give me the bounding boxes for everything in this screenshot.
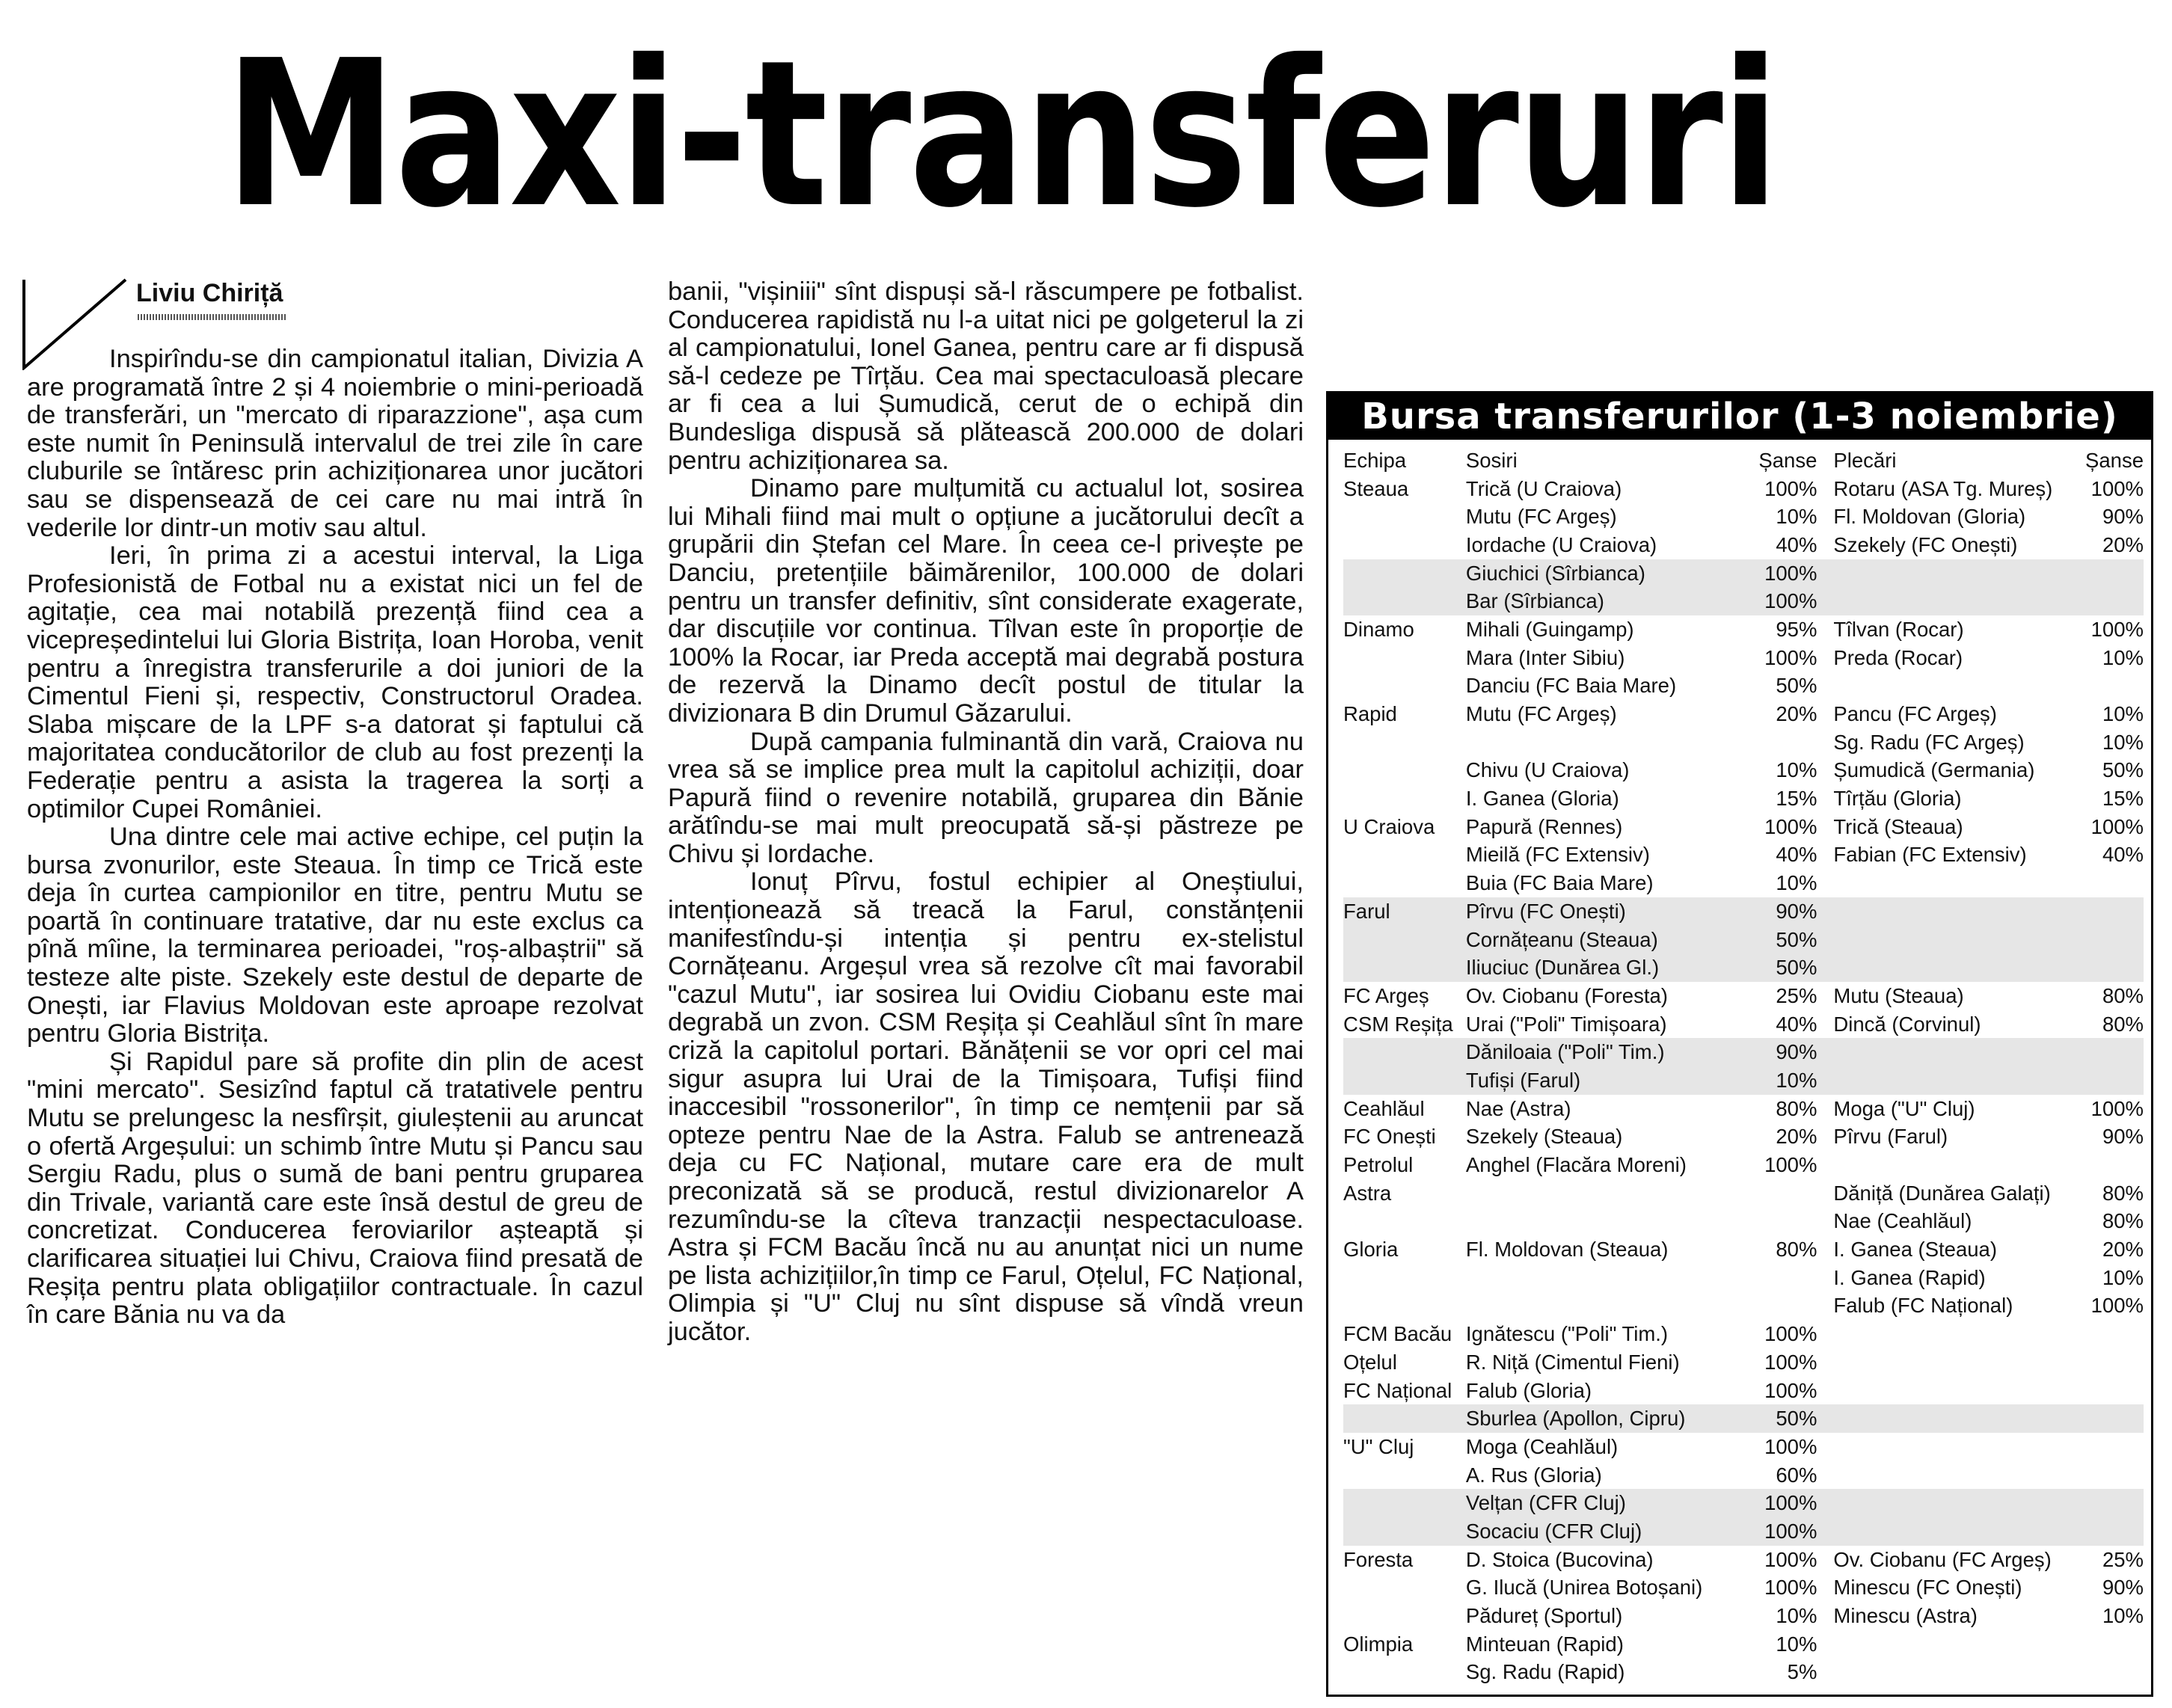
team-cell — [1343, 1292, 1466, 1321]
chance-in-cell — [1732, 1208, 1833, 1236]
paragraph: Și Rapidul pare să profite din plin de acest "mini mercato". Sesizînd faptul că tratativele pentru Mutu se prelungesc la nesfîrșit, giuleștenii au aruncat o ofertă Argeșului: un schimb între Mutu și Pancu sau Sergiu Radu, plus o sumă de bani pentru gruparea din Trivale, variantă care este însă destul de greu de concretizat. Conducerea feroviarilor așteaptă și clarificarea situației lui Chivu, Craiova fiind presată de Reșița pentru plata obligațiilor contractuale. În cazul în care Bănia nu va da — [27, 1047, 643, 1330]
chance-in-cell: 100% — [1732, 559, 1833, 588]
arrival-cell: A. Rus (Gloria) — [1465, 1463, 1602, 1487]
departure-cell: Tîlvan (Rocar) — [1833, 617, 1964, 641]
chance-out-cell — [2085, 1066, 2144, 1095]
table-row — [1343, 559, 2144, 588]
chance-out-cell — [2085, 672, 2144, 701]
table-row — [1343, 1208, 2144, 1236]
arrival-cell: G. Ilucă (Unirea Botoșani) — [1465, 1576, 1703, 1600]
departure-cell: Minescu (Astra) — [1833, 1604, 1978, 1628]
chance-in-cell: 95% — [1776, 617, 1817, 641]
departure-cell — [1833, 1151, 2085, 1179]
team-cell — [1343, 1264, 1466, 1292]
table-row — [1343, 1461, 2144, 1490]
chance-out-cell: 100% — [2090, 617, 2144, 641]
table-row — [1343, 615, 2144, 644]
departure-cell: Șumudică (Germania) — [1833, 758, 2035, 782]
table-row — [1343, 1320, 2144, 1348]
departure-cell: Trică (Steaua) — [1833, 814, 1963, 838]
departure-cell — [1833, 1320, 2085, 1348]
departure-cell — [1833, 1038, 2085, 1066]
table-row — [1343, 1151, 2144, 1179]
chance-out-cell: 40% — [2102, 843, 2144, 867]
chance-out-cell — [2085, 1659, 2144, 1687]
chance-in-cell: 5% — [1787, 1660, 1817, 1684]
departure-cell: Ov. Ciobanu (FC Argeș) — [1833, 1547, 2052, 1571]
departure-cell — [1833, 1630, 2085, 1659]
table-row — [1343, 503, 2144, 531]
chance-out-cell — [2085, 1404, 2144, 1433]
chance-out-cell: 10% — [2102, 702, 2144, 726]
departure-cell: Dăniță (Dunărea Galați) — [1833, 1181, 2051, 1205]
chance-out-cell — [2085, 953, 2144, 982]
chance-in-cell: 100% — [1764, 814, 1817, 838]
departure-cell: Pancu (FC Argeș) — [1833, 702, 1997, 726]
table-row — [1343, 1179, 2144, 1208]
chance-out-cell: 100% — [2090, 476, 2144, 500]
team-cell: Foresta — [1343, 1547, 1414, 1571]
paragraph: Inspirîndu-se din campionatul italian, Divizia A are programată între 2 și 4 noiembrie o mini-perioadă de transferări, un "mercato di riparazzione", așa cum este numit în Peninsulă intervalul de trei zile în care cluburile se întăresc prin achiziționarea unor jucători sau se dispensează de cei care nu mai intră în vederile lor dintr-un motiv sau altul. — [27, 345, 643, 542]
team-cell — [1343, 1602, 1466, 1630]
chance-in-cell: 100% — [1764, 476, 1817, 500]
arrival-cell: Sburlea (Apollon, Cipru) — [1466, 1404, 1732, 1433]
chance-out-cell: 100% — [2090, 1096, 2144, 1120]
team-cell: FCM Bacău — [1343, 1322, 1452, 1346]
table-row — [1343, 672, 2144, 701]
table-row — [1343, 1292, 2144, 1321]
arrival-cell: Dăniloaia ("Poli" Tim.) — [1466, 1038, 1732, 1066]
chance-out-cell — [2085, 926, 2144, 954]
team-cell: Petrolul — [1343, 1153, 1414, 1177]
chance-in-cell: 15% — [1776, 787, 1817, 811]
chance-out-cell: 90% — [2102, 1576, 2144, 1600]
arrival-cell: Cornățeanu (Steaua) — [1466, 926, 1732, 954]
arrival-cell: Falub (Gloria) — [1465, 1378, 1592, 1402]
team-cell — [1343, 728, 1466, 757]
departure-cell — [1833, 1066, 2085, 1095]
chance-in-cell: 100% — [1732, 1517, 1833, 1546]
arrival-cell: Pîrvu (FC Onești) — [1466, 897, 1732, 926]
arrival-cell: Velțan (CFR Cluj) — [1466, 1489, 1732, 1517]
departure-cell — [1833, 587, 2085, 615]
team-cell: "U" Cluj — [1343, 1434, 1414, 1458]
table-header-row — [1343, 446, 2144, 475]
arrival-cell: Socaciu (CFR Cluj) — [1466, 1517, 1732, 1546]
chance-in-cell: 50% — [1732, 926, 1833, 954]
team-cell: FC Onești — [1343, 1125, 1436, 1149]
chance-in-cell: 100% — [1764, 1576, 1817, 1600]
team-cell: FC Național — [1343, 1378, 1452, 1402]
chance-out-cell: 50% — [2102, 758, 2144, 782]
arrival-cell: Mara (Inter Sibiu) — [1465, 645, 1625, 669]
departure-cell: Nae (Ceahlăul) — [1833, 1209, 1972, 1233]
arrival-cell: R. Niță (Cimentul Fieni) — [1465, 1350, 1680, 1374]
chance-in-cell: 40% — [1776, 1012, 1817, 1036]
chance-out-cell — [2085, 1489, 2144, 1517]
table-row — [1343, 1404, 2144, 1433]
chance-out-cell: 100% — [2090, 814, 2144, 838]
table-row — [1343, 475, 2144, 503]
departure-cell: Rotaru (ASA Tg. Mureș) — [1833, 476, 2053, 500]
table-row — [1343, 1264, 2144, 1292]
departure-cell — [1833, 559, 2085, 588]
arrival-cell: Trică (U Craiova) — [1465, 476, 1622, 500]
arrival-cell: Nae (Astra) — [1465, 1096, 1571, 1120]
departure-cell: Fl. Moldovan (Gloria) — [1833, 505, 2026, 529]
arrival-cell: Ov. Ciobanu (Foresta) — [1465, 983, 1668, 1007]
table-row — [1343, 1066, 2144, 1095]
team-cell — [1343, 672, 1466, 701]
arrival-cell: Buia (FC Baia Mare) — [1465, 871, 1654, 895]
arrival-cell — [1466, 1292, 1732, 1321]
chance-in-cell: 100% — [1764, 1434, 1817, 1458]
chance-in-cell: 100% — [1764, 1547, 1817, 1571]
table-row — [1343, 1489, 2144, 1517]
paragraph: Ionuț Pîrvu, fostul echipier al Oneștiului, intenționează să treacă la Farul, constănțenii manifestîndu-și intenția și pentru ex-stelistul Cornățeanu. Argeșul vrea să rezolve cît mai favorabil "cazul Mutu", iar sosirea lui Ovidiu Ciobanu este mai degrabă un zvon. CSM Reșița și Ceahlăul sînt în mare criză la capitolul portari. Bănățenii se vor opri cel mai sigur asupra lui Urai de la Timișoara, Tufiși fiind inaccesibil "rossonerilor", în timp ce nemțenii par să opteze pentru Nae de la Astra. Falub se antrenează deja cu FC Național, mutare care era de mult preconizată să se producă, restul divizionarelor A rezumîndu-se la cîteva tranzacții nespectaculoase. Astra și FCM Bacău încă nu au anunțat nici un nume pe lista achizițiilor,în timp ce Farul, Oțelul, FC Național, Olimpia și "U" Cluj nu sînt dispuse să vîndă vreun jucător. — [668, 867, 1304, 1346]
table-row — [1343, 1630, 2144, 1659]
paragraph: Una dintre cele mai active echipe, cel puțin la bursa zvonurilor, este Steaua. În timp ce Trică este deja în curtea campionilor en titre, pentru Mutu se poartă în continuare tratative, dar nu este exclus ca pînă mîine, la terminarea perioadei, "roș-albaștrii" să testeze alte piste. Szekely este destul de departe de Onești, iar Flavius Moldovan este aproape rezolvat pentru Gloria Bistrița. — [27, 823, 643, 1048]
chance-out-cell — [2085, 559, 2144, 588]
chance-in-cell: 10% — [1732, 1066, 1833, 1095]
team-cell: Farul — [1343, 897, 1466, 926]
chance-in-cell: 100% — [1764, 645, 1817, 669]
chance-in-cell: 40% — [1776, 843, 1817, 867]
departure-cell: Sg. Radu (FC Argeș) — [1833, 730, 2025, 754]
team-cell — [1343, 757, 1466, 785]
chance-out-cell — [2085, 1433, 2144, 1461]
chance-in-cell — [1732, 1264, 1833, 1292]
arrival-cell: Danciu (FC Baia Mare) — [1465, 674, 1677, 698]
chance-in-cell — [1732, 1292, 1833, 1321]
transfer-table — [1343, 446, 2144, 1686]
arrival-cell — [1466, 1264, 1732, 1292]
chance-in-cell: 100% — [1764, 1153, 1817, 1177]
table-row — [1343, 1038, 2144, 1066]
team-cell — [1343, 644, 1466, 672]
team-cell — [1343, 559, 1466, 588]
arrival-cell: Urai ("Poli" Timișoara) — [1465, 1012, 1667, 1036]
chance-in-cell: 25% — [1776, 983, 1817, 1007]
arrival-cell: Sg. Radu (Rapid) — [1465, 1660, 1625, 1684]
chance-out-cell: 10% — [2102, 1265, 2144, 1289]
arrival-cell: Moga (Ceahlăul) — [1465, 1434, 1619, 1458]
departure-cell: I. Ganea (Steaua) — [1833, 1238, 1998, 1262]
team-cell: Ceahlăul — [1343, 1096, 1425, 1120]
chance-in-cell: 100% — [1764, 1378, 1817, 1402]
departure-cell: Mutu (Steaua) — [1833, 983, 1964, 1007]
departure-cell: Dincă (Corvinul) — [1833, 1012, 1981, 1036]
team-cell: Astra — [1343, 1181, 1392, 1205]
team-cell — [1343, 926, 1466, 954]
arrival-cell: Giuchici (Sîrbianca) — [1466, 559, 1732, 588]
departure-cell — [1833, 1659, 2085, 1687]
departure-cell — [1833, 1433, 2085, 1461]
table-row — [1343, 757, 2144, 785]
departure-cell: I. Ganea (Rapid) — [1833, 1265, 1986, 1289]
table-row — [1343, 1546, 2144, 1574]
chance-out-cell — [2085, 1630, 2144, 1659]
team-cell — [1343, 869, 1466, 897]
team-cell: Steaua — [1343, 476, 1409, 500]
header-chances-in: Șanse — [1758, 448, 1817, 472]
author-byline: Liviu Chiriță — [136, 279, 283, 307]
team-cell — [1343, 1404, 1466, 1433]
team-cell — [1343, 587, 1466, 615]
team-cell: Olimpia — [1343, 1632, 1414, 1656]
chance-in-cell: 100% — [1764, 1322, 1817, 1346]
arrival-cell: Mutu (FC Argeș) — [1465, 702, 1617, 726]
departure-cell: Fabian (FC Extensiv) — [1833, 843, 2027, 867]
chance-in-cell: 90% — [1732, 1038, 1833, 1066]
paragraph: Ieri, în prima zi a acestui interval, la Liga Profesionistă de Fotbal nu a existat nici un fel de agitație, cea mai notabilă prezență fiind cea a vicepreședintelui lui Gloria Bistrița, Ioan Horoba, venit pentru a înregistra transferurile a doi juniori de la Cimentul Fieni și, respectiv, Constructorul Oradea. Slaba mișcare de la LPF s-a datorat și faptului că majoritatea conducătorilor de club au fost prezenți la Federație pentru a asista la tragerea la sorți a optimilor Cupei României. — [27, 541, 643, 823]
departure-cell — [1833, 926, 2085, 954]
team-cell: FC Argeș — [1343, 983, 1429, 1007]
team-cell — [1343, 1461, 1466, 1490]
chance-out-cell — [2085, 1320, 2144, 1348]
table-row — [1343, 841, 2144, 870]
team-cell — [1343, 1038, 1466, 1066]
team-cell — [1343, 503, 1466, 531]
arrival-cell: Mutu (FC Argeș) — [1465, 505, 1617, 529]
departure-cell — [1833, 1377, 2085, 1405]
chance-in-cell: 80% — [1776, 1238, 1817, 1262]
chance-in-cell: 60% — [1776, 1463, 1817, 1487]
table-row — [1343, 1602, 2144, 1630]
team-cell — [1343, 784, 1466, 813]
chance-in-cell — [1732, 1179, 1833, 1208]
team-cell — [1343, 1066, 1466, 1095]
team-cell: U Craiova — [1343, 814, 1435, 838]
chance-out-cell — [2085, 869, 2144, 897]
departure-cell — [1833, 1461, 2085, 1490]
chance-in-cell: 50% — [1732, 953, 1833, 982]
header-chances-out: Șanse — [2085, 448, 2144, 472]
team-cell: Gloria — [1343, 1238, 1399, 1262]
table-row — [1343, 700, 2144, 728]
table-row — [1343, 784, 2144, 813]
team-cell: Oțelul — [1343, 1350, 1397, 1374]
table-row — [1343, 1123, 2144, 1152]
headline: Maxi-transferuri — [224, 16, 1778, 252]
chance-out-cell: 80% — [2102, 1012, 2144, 1036]
chance-in-cell: 40% — [1776, 532, 1817, 556]
table-row — [1343, 1348, 2144, 1377]
arrival-cell — [1466, 1208, 1732, 1236]
table-row — [1343, 1517, 2144, 1546]
chance-in-cell: 90% — [1732, 897, 1833, 926]
table-row — [1343, 1574, 2144, 1603]
chance-in-cell: 100% — [1732, 587, 1833, 615]
team-cell — [1343, 953, 1466, 982]
paragraph: Dinamo pare mulțumită cu actualul lot, sosirea lui Mihali fiind mai mult o opțiune a jucătorului decît a grupării din Ștefan cel Mare. În ceea ce-l privește pe Danciu, pretențiile băimărenilor, 100.000 de dolari pentru un transfer definitiv, sînt considerate exagerate, dar discuțiile vor continua. Tîlvan este în proporție de 100% la Rocar, iar Preda acceptă mai degrabă postura de rezervă la Dinamo decît postul de titular la divizionara B din Drumul Găzarului. — [668, 474, 1304, 728]
arrival-cell: Bar (Sîrbianca) — [1466, 587, 1732, 615]
chance-out-cell — [2085, 587, 2144, 615]
chance-in-cell: 20% — [1776, 702, 1817, 726]
departure-cell: Szekely (FC Onești) — [1833, 532, 2018, 556]
table-row — [1343, 1235, 2144, 1264]
arrival-cell: Chivu (U Craiova) — [1465, 758, 1630, 782]
chance-out-cell — [2085, 1151, 2144, 1179]
header-departures: Plecări — [1833, 448, 1897, 472]
chance-in-cell: 50% — [1776, 674, 1817, 698]
departure-cell — [1833, 953, 2085, 982]
chance-in-cell: 80% — [1776, 1096, 1817, 1120]
table-row — [1343, 644, 2144, 672]
table-row — [1343, 587, 2144, 615]
chance-out-cell — [2085, 1348, 2144, 1377]
transfer-table-body — [1343, 475, 2144, 1687]
arrival-cell: D. Stoica (Bucovina) — [1465, 1547, 1654, 1571]
chance-in-cell: 10% — [1776, 758, 1817, 782]
team-cell — [1343, 1659, 1466, 1687]
table-row — [1343, 1659, 2144, 1687]
table-row — [1343, 953, 2144, 982]
chance-out-cell — [2085, 1377, 2144, 1405]
table-row — [1343, 926, 2144, 954]
arrival-cell — [1466, 728, 1732, 757]
chance-out-cell: 80% — [2102, 1209, 2144, 1233]
team-cell — [1343, 1574, 1466, 1603]
arrival-cell: I. Ganea (Gloria) — [1465, 787, 1619, 811]
arrival-cell: Pădureț (Sportul) — [1465, 1604, 1623, 1628]
chance-out-cell: 15% — [2102, 787, 2144, 811]
departure-cell: Minescu (FC Onești) — [1833, 1576, 2022, 1600]
team-cell — [1343, 531, 1466, 559]
arrival-cell: Papură (Rennes) — [1465, 814, 1623, 838]
chance-out-cell: 10% — [2102, 730, 2144, 754]
paragraph: banii, "vișiniii" sînt dispuși să-l răscumpere pe fotbalist. Conducerea rapidistă nu l-a uitat nici pe golgeterul la zi al campionatului, Ionel Ganea, pentru care ar fi dispusă să-l cedeze pe Tîrțău. Cea mai spectaculoasă plecare ar fi cea a lui Șumudică, cerut de o echipă din Bundesliga dispusă să plătească 200.000 de dolari pentru achiziționarea sa. — [668, 277, 1304, 475]
paragraph: După campania fulminantă din vară, Craiova nu vrea să se implice prea mult la capitolul achiziții, doar Papură fiind o revenire notabilă, gruparea din Bănie arătîndu-se mai mult preocupată să-și păstreze pe Chivu și Iordache. — [668, 727, 1304, 868]
team-cell — [1343, 1489, 1466, 1517]
chance-in-cell: 10% — [1776, 871, 1817, 895]
chance-out-cell: 80% — [2102, 983, 2144, 1007]
chance-out-cell — [2085, 1038, 2144, 1066]
team-cell: Dinamo — [1343, 617, 1414, 641]
chance-in-cell: 10% — [1776, 505, 1817, 529]
table-row — [1343, 813, 2144, 841]
article-column-2 — [668, 278, 1304, 1347]
departure-cell: Moga ("U" Cluj) — [1833, 1096, 1975, 1120]
arrival-cell: Tufiși (Farul) — [1466, 1066, 1732, 1095]
chance-in-cell: 50% — [1732, 1404, 1833, 1433]
departure-cell — [1833, 897, 2085, 926]
header-team: Echipa — [1343, 448, 1407, 472]
chance-out-cell — [2085, 897, 2144, 926]
departure-cell — [1833, 672, 2085, 701]
team-cell — [1343, 1208, 1466, 1236]
chance-out-cell: 10% — [2102, 1604, 2144, 1628]
arrival-cell: Mihali (Guingamp) — [1465, 617, 1634, 641]
chance-in-cell — [1732, 728, 1833, 757]
chance-in-cell: 10% — [1776, 1604, 1817, 1628]
departure-cell: Falub (FC Național) — [1833, 1294, 2013, 1318]
arrival-cell: Anghel (Flacăra Moreni) — [1465, 1153, 1687, 1177]
table-row — [1343, 1010, 2144, 1039]
chance-out-cell: 90% — [2102, 505, 2144, 529]
arrival-cell: Ignătescu ("Poli" Tim.) — [1465, 1322, 1669, 1346]
chance-out-cell — [2085, 1461, 2144, 1490]
table-row — [1343, 897, 2144, 926]
team-cell — [1343, 841, 1466, 870]
chance-in-cell: 100% — [1732, 1489, 1833, 1517]
arrival-cell: Mieilă (FC Extensiv) — [1465, 843, 1650, 867]
departure-cell — [1833, 1517, 2085, 1546]
chance-out-cell: 90% — [2102, 1125, 2144, 1149]
departure-cell — [1833, 1348, 2085, 1377]
departure-cell — [1833, 1404, 2085, 1433]
chance-out-cell: 25% — [2102, 1547, 2144, 1571]
chance-in-cell: 100% — [1764, 1350, 1817, 1374]
table-row — [1343, 1377, 2144, 1405]
chance-out-cell — [2085, 1517, 2144, 1546]
chance-out-cell: 20% — [2102, 1238, 2144, 1262]
table-row — [1343, 1433, 2144, 1461]
header-arrivals: Sosiri — [1465, 448, 1518, 472]
team-cell: CSM Reșița — [1343, 1012, 1453, 1036]
team-cell — [1343, 1517, 1466, 1546]
arrival-cell: Iliuciuc (Dunărea Gl.) — [1466, 953, 1732, 982]
arrival-cell: Iordache (U Craiova) — [1465, 532, 1657, 556]
chance-out-cell: 10% — [2102, 645, 2144, 669]
departure-cell: Preda (Rocar) — [1833, 645, 1963, 669]
chance-in-cell: 20% — [1776, 1125, 1817, 1149]
team-cell: Rapid — [1343, 702, 1397, 726]
table-row — [1343, 1095, 2144, 1123]
departure-cell — [1833, 1489, 2085, 1517]
article-column-1 — [27, 278, 643, 1330]
table-row — [1343, 982, 2144, 1010]
chance-out-cell: 80% — [2102, 1181, 2144, 1205]
arrival-cell: Fl. Moldovan (Steaua) — [1465, 1238, 1669, 1262]
chance-in-cell: 10% — [1776, 1632, 1817, 1656]
arrival-cell — [1466, 1179, 1732, 1208]
table-row — [1343, 728, 2144, 757]
chance-out-cell: 20% — [2102, 532, 2144, 556]
arrival-cell: Szekely (Steaua) — [1465, 1125, 1623, 1149]
transfer-table-title: Bursa transferurilor (1-3 noiembrie) — [1328, 393, 2151, 440]
table-row — [1343, 869, 2144, 897]
departure-cell: Pîrvu (Farul) — [1833, 1125, 1948, 1149]
table-row — [1343, 531, 2144, 559]
chance-out-cell: 100% — [2090, 1294, 2144, 1318]
departure-cell — [1833, 869, 2085, 897]
departure-cell: Tîrțău (Gloria) — [1833, 787, 1962, 811]
arrival-cell: Minteuan (Rapid) — [1465, 1632, 1624, 1656]
